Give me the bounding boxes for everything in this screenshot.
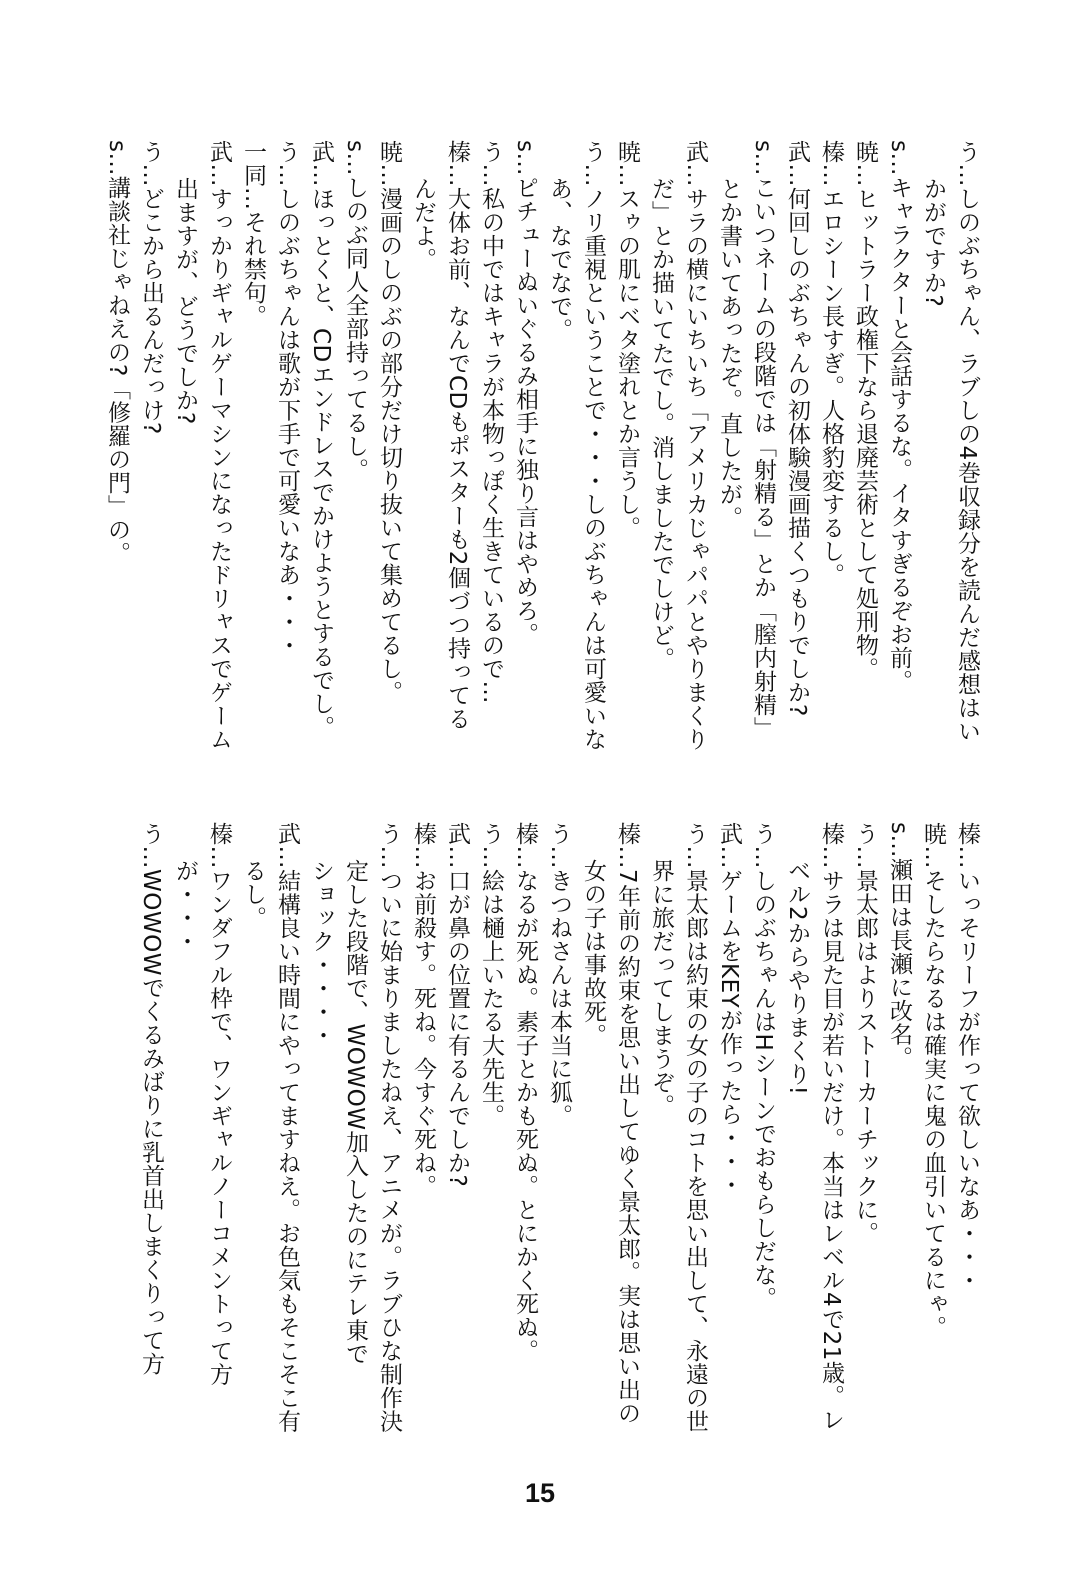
dialogue-line: が・・・	[172, 858, 198, 953]
dialogue-line: 榛…なるが死ぬ。素子とかも死ぬ。とにかく死ぬ。	[512, 822, 538, 1363]
dialogue-line: 出ますが、どうでしか?	[172, 176, 198, 425]
dialogue-line: 榛…大体お前、なんでCDもポスターも2個づつ持ってる	[444, 140, 470, 731]
dialogue-line: だ」とか描いてたでし。消しましたでしけど。	[648, 176, 674, 671]
dialogue-line: 榛…いっそリーフが作って欲しいなあ・・・	[954, 822, 980, 1292]
dialogue-line: んだよ。	[410, 176, 436, 271]
dialogue-line: s…ピチューぬいぐるみ相手に独り言はやめろ。	[512, 140, 538, 646]
dialogue-line: う…ノリ重視ということで・・・しのぶちゃんは可愛いな	[580, 140, 606, 751]
dialogue-line: s…キャラクターと会話するな。イタすぎるぞお前。	[886, 140, 912, 693]
dialogue-line: ショック・・・・	[308, 858, 334, 1047]
dialogue-line: う…景太郎は約束の女の子のコトを思い出して、永遠の世	[682, 822, 708, 1433]
dialogue-line: う…絵は樋上いたる大先生。	[478, 822, 504, 1128]
dialogue-line: 榛…7年前の約束を思い出してゆく景太郎。実は思い出の	[614, 822, 640, 1425]
dialogue-line: 定した段階で、WOWOW加入したのにテレ東で	[342, 858, 368, 1366]
dialogue-line: s…こいつネームの段階では「射精る」とか「膣内射精」	[750, 140, 776, 740]
lower-text-block	[134, 822, 984, 1433]
dialogue-line: 榛…ワンダフル枠で、ワンギャルノーコメントって方	[206, 822, 232, 1386]
dialogue-line: 暁…漫画のしのぶの部分だけ切り抜いて集めてるし。	[376, 140, 402, 704]
dialogue-line: 暁…スゥの肌にベタ塗れとか言うし。	[614, 140, 640, 540]
dialogue-line: 一同…それ禁句。	[240, 140, 266, 328]
dialogue-line: 武…何回しのぶちゃんの初体験漫画描くつもりでしか?	[784, 140, 810, 717]
dialogue-line: 武…ゲームをKEYが作ったら・・・	[716, 822, 742, 1197]
dialogue-line: 榛…お前殺す。死ね。今すぐ死ね。	[410, 822, 436, 1198]
upper-text-block	[100, 140, 984, 751]
dialogue-line: 暁…ヒットラー政権下なら退廃芸術として処刑物。	[852, 140, 878, 681]
dialogue-line: 武…結構良い時間にやってますねえ。お色気もそこそこ有	[274, 822, 300, 1433]
dialogue-line: う…しのぶちゃん、ラブしの4巻収録分を読んだ感想はい	[954, 140, 980, 743]
dialogue-line: う…しのぶちゃんはHシーンでおもらしだな。	[750, 822, 776, 1310]
dialogue-line: 界に旅だってしまうぞ。	[648, 858, 674, 1118]
dialogue-line: とか書いてあったぞ。直したが。	[716, 176, 742, 530]
dialogue-line: ベル2からやりまくり!	[784, 858, 810, 1096]
dialogue-line: るし。	[240, 858, 266, 930]
dialogue-line: 暁…そしたらなるは確実に鬼の血引いてるにゃ。	[920, 822, 946, 1339]
dialogue-line: 榛…エロシーン長すぎ。人格豹変するし。	[818, 140, 844, 587]
dialogue-line: う…私の中ではキャラが本物っぽく生きているので…	[478, 140, 504, 704]
dialogue-line: s…講談社じゃねえの?「修羅の門」の。	[104, 140, 130, 565]
dialogue-line: あ、なでなで。	[546, 176, 572, 342]
dialogue-line: 武…口が鼻の位置に有るんでしか?	[444, 822, 470, 1188]
dialogue-line: う…WOWOWでくるみばりに乳首出しまくりって方	[138, 822, 164, 1376]
dialogue-line: う…しのぶちゃんは歌が下手で可愛いなあ・・・	[274, 140, 300, 657]
dialogue-line: 榛…サラは見た目が若いだけ。本当はレベル4で21歳。レ	[818, 822, 844, 1432]
dialogue-line: 武…ほっとくと、CDエンドレスでかけようとするでし。	[308, 140, 334, 739]
dialogue-line: う…ついに始まりましたねえ、アニメが。ラブひな制作決	[376, 822, 402, 1433]
page-number: 15	[524, 1478, 556, 1508]
dialogue-line: 武…サラの横にいちいち「アメリカじゃパパとやりまくり	[682, 140, 708, 751]
dialogue-line: う…景太郎はよりストーカーチックに。	[852, 822, 878, 1245]
dialogue-line: s…瀬田は長瀬に改名。	[886, 822, 912, 1070]
dialogue-line: s…しのぶ同人全部持ってるし。	[342, 140, 368, 482]
dialogue-line: う…どこから出るんだっけ?	[138, 140, 164, 435]
dialogue-line: 武…すっかりギャルゲーマシンになったドリャスでゲーム	[206, 140, 232, 751]
dialogue-line: 女の子は事故死。	[580, 858, 606, 1047]
dialogue-line: う…きつねさんは本当に狐。	[546, 822, 572, 1128]
dialogue-line: かがですか?	[920, 176, 946, 308]
